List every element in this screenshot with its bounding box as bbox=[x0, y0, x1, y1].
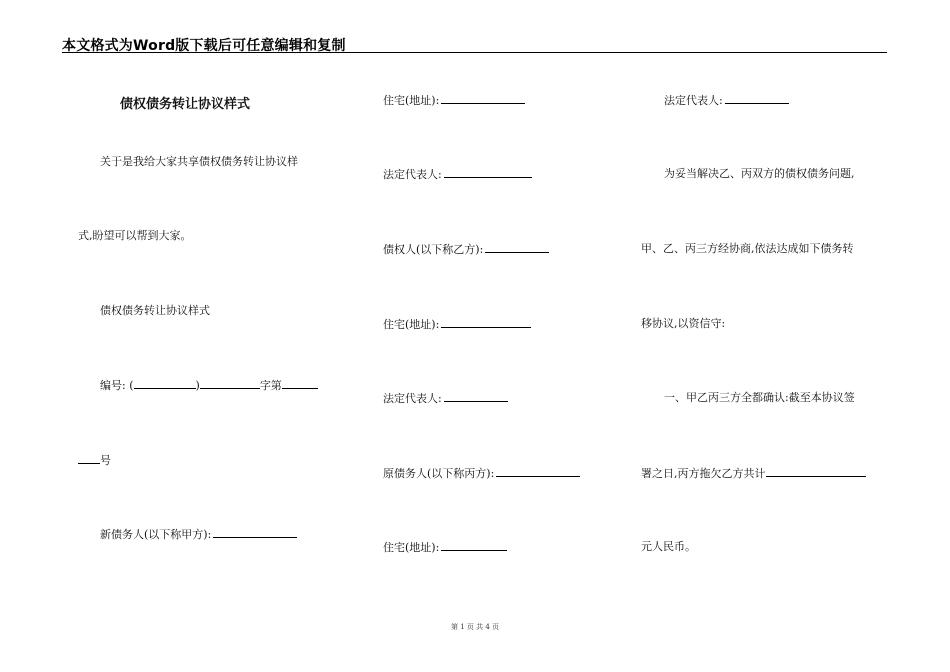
legal-rep-label: 法定代表人: bbox=[664, 94, 723, 107]
blank-field bbox=[441, 317, 531, 328]
number-suffix: 号 bbox=[100, 454, 111, 467]
word-label: 字第 bbox=[259, 379, 282, 392]
blank-field bbox=[134, 378, 196, 389]
paren-open: ( bbox=[129, 379, 134, 392]
document-title: 债权债务转让协议样式 bbox=[120, 97, 251, 112]
col2-line-5 bbox=[383, 391, 508, 406]
sign-date-text: 署之日,丙方拖欠乙方共计 bbox=[641, 467, 766, 480]
col1-line-5 bbox=[78, 453, 111, 468]
address-label: 住宅(地址): bbox=[383, 94, 440, 107]
col3-line-5: 一、甲乙丙三方全都确认:截至本协议签 bbox=[664, 391, 855, 404]
blank-field bbox=[213, 527, 297, 538]
col2-line-2 bbox=[383, 167, 532, 182]
blank-field bbox=[441, 93, 525, 104]
col1-line-2: 式,盼望可以帮到大家。 bbox=[78, 229, 192, 242]
blank-field bbox=[766, 466, 866, 477]
header-rule bbox=[62, 52, 887, 53]
creditor-label: 债权人(以下称乙方): bbox=[383, 243, 484, 256]
col2-line-3 bbox=[383, 242, 549, 257]
page-footer: 第 1 页 共 4 页 bbox=[450, 623, 500, 631]
original-debtor-label: 原债务人(以下称丙方): bbox=[383, 467, 495, 480]
col1-line-4 bbox=[100, 378, 318, 393]
new-debtor-label: 新债务人(以下称甲方): bbox=[100, 528, 212, 541]
page-header: 本文格式为Word版下载后可任意编辑和复制 bbox=[62, 38, 346, 54]
blank-field bbox=[444, 167, 532, 178]
col2-line-7 bbox=[383, 540, 507, 555]
col2-line-6 bbox=[383, 466, 580, 481]
blank-field bbox=[441, 540, 507, 551]
legal-rep-label: 法定代表人: bbox=[383, 392, 442, 405]
blank-field bbox=[485, 242, 549, 253]
col3-line-1 bbox=[664, 93, 789, 108]
blank-field bbox=[496, 466, 580, 477]
blank-field bbox=[725, 93, 789, 104]
col3-line-2: 为妥当解决乙、丙双方的债权债务问题, bbox=[664, 167, 855, 180]
blank-field bbox=[444, 391, 508, 402]
address-label: 住宅(地址): bbox=[383, 318, 440, 331]
col3-line-7: 元人民币。 bbox=[641, 540, 696, 553]
blank-field bbox=[282, 378, 318, 389]
number-label: 编号: bbox=[100, 379, 126, 392]
col3-line-4: 移协议,以资信守: bbox=[641, 317, 726, 330]
address-label: 住宅(地址): bbox=[383, 541, 440, 554]
col1-line-6 bbox=[100, 527, 297, 542]
blank-field bbox=[200, 378, 260, 389]
col1-line-1: 关于是我给大家共享债权债务转让协议样 bbox=[100, 155, 298, 168]
col2-line-1 bbox=[383, 93, 525, 108]
paren-close: ) bbox=[195, 379, 200, 392]
col2-line-4 bbox=[383, 317, 531, 332]
col3-line-3: 甲、乙、丙三方经协商,依法达成如下债务转 bbox=[641, 242, 854, 255]
legal-rep-label: 法定代表人: bbox=[383, 168, 442, 181]
blank-field bbox=[78, 453, 100, 464]
col3-line-6 bbox=[641, 466, 866, 481]
col1-line-3: 债权债务转让协议样式 bbox=[100, 304, 210, 317]
